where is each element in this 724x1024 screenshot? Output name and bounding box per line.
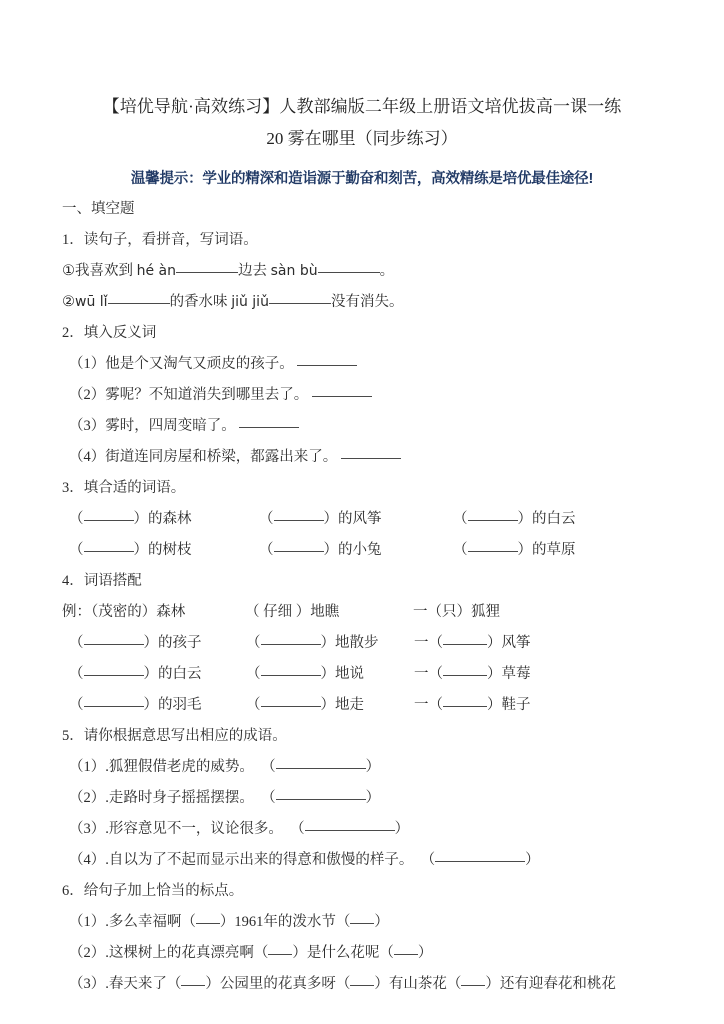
answer-blank[interactable] <box>84 551 134 552</box>
example-cell: 一（只）狐狸 <box>413 604 500 620</box>
section-heading-fill-in-blanks: 一、填空题 <box>62 201 135 217</box>
item-text-segment: 多么幸福啊（ <box>108 914 196 930</box>
answer-blank[interactable] <box>468 551 518 552</box>
answer-blank[interactable] <box>341 458 401 459</box>
example-label: 例： <box>62 604 91 620</box>
collocation-cell <box>453 504 576 535</box>
open-paren: （ <box>69 635 84 651</box>
answer-blank[interactable] <box>84 706 144 707</box>
question-4-example-row <box>62 597 662 628</box>
question-1-heading: 1．读句子，看拼音，写词语。 <box>62 232 258 248</box>
collocation-cell <box>69 659 246 690</box>
collocation-cell <box>259 504 453 535</box>
open-paren: （ <box>453 511 468 527</box>
collocation-cell <box>246 659 414 690</box>
item-number: （4） <box>69 852 106 868</box>
open-paren: （ <box>290 821 305 837</box>
pinyin-text: jiǔ jiǔ <box>231 294 269 310</box>
cell-text: ）的羽毛 <box>143 697 202 713</box>
item-marker: ① <box>62 263 75 279</box>
question-2-item <box>62 380 662 411</box>
item-number: （2） <box>69 387 106 403</box>
pinyin-text: hé àn <box>136 263 177 279</box>
answer-blank[interactable] <box>261 644 321 645</box>
cell-text: ）的森林 <box>133 511 192 527</box>
punctuation-blank[interactable] <box>196 923 220 924</box>
open-paren: （ <box>69 542 84 558</box>
question-6-item <box>62 938 662 969</box>
item-text-segment: ） <box>417 945 433 961</box>
question-2-item <box>62 442 662 473</box>
close-paren: ） <box>365 759 381 775</box>
answer-blank[interactable] <box>443 644 487 645</box>
cell-text: ）草莓 <box>487 666 531 682</box>
cell-text: ）的小兔 <box>323 542 382 558</box>
answer-blank[interactable] <box>274 520 324 521</box>
cell-text: ）地走 <box>320 697 364 713</box>
example-text: （茂密的）森林 <box>91 604 186 620</box>
question-3-row <box>62 535 662 566</box>
question-1-item-2 <box>62 287 662 318</box>
collocation-cell <box>414 659 531 690</box>
collocation-cell <box>414 690 531 721</box>
item-text-segment: ）有山茶花（ <box>374 976 462 992</box>
punctuation-blank[interactable] <box>181 985 205 986</box>
question-3-heading: 3．填合适的词语。 <box>62 480 186 496</box>
document-content <box>62 92 662 1000</box>
item-number: （2） <box>69 790 106 806</box>
answer-blank[interactable] <box>274 551 324 552</box>
cell-text: ）的孩子 <box>143 635 202 651</box>
open-paren: （ <box>246 666 261 682</box>
leader-dot: . <box>105 945 109 961</box>
cell-text: ）的树枝 <box>133 542 192 558</box>
leader-dot: . <box>105 821 109 837</box>
cell-text: ）的白云 <box>143 666 202 682</box>
answer-blank[interactable] <box>84 675 144 676</box>
open-paren: （ <box>261 790 276 806</box>
close-paren: ） <box>525 852 540 868</box>
question-6-item <box>62 969 662 1000</box>
open-paren: （ <box>246 697 261 713</box>
item-text-segment: 。 <box>379 263 395 279</box>
punctuation-blank[interactable] <box>350 985 374 986</box>
question-5-item <box>62 845 662 876</box>
leader-dot: . <box>105 790 109 806</box>
item-text-segment: 我喜欢到 <box>75 263 137 279</box>
answer-blank[interactable] <box>276 768 366 769</box>
item-text: 他是个又淘气又顽皮的孩子。 <box>105 356 294 372</box>
open-paren: （ <box>259 542 274 558</box>
open-paren: （ <box>259 511 274 527</box>
answer-blank[interactable] <box>443 706 487 707</box>
quantifier-prefix: 一（ <box>414 635 443 651</box>
item-text: 自以为了不起而显示出来的得意和傲慢的样子。 <box>108 852 414 868</box>
question-4-row <box>62 659 662 690</box>
pinyin-text: wū lǐ <box>75 294 108 310</box>
item-text-segment: ）公园里的花真多呀（ <box>205 976 351 992</box>
answer-blank[interactable] <box>305 830 395 831</box>
item-number: （1） <box>69 759 106 775</box>
item-text-segment: 的香水味 <box>169 294 232 310</box>
item-text-segment: 春天来了（ <box>108 976 182 992</box>
question-5-heading: 5．请你根据意思写出相应的成语。 <box>62 728 287 744</box>
item-marker: ② <box>62 294 75 310</box>
answer-blank[interactable] <box>312 396 372 397</box>
document-subtitle: 20 雾在哪里（同步练习） <box>266 129 458 148</box>
item-number: （1） <box>69 356 106 372</box>
close-paren: ） <box>394 821 410 837</box>
item-number: （3） <box>69 821 106 837</box>
cell-text: ）的草原 <box>517 542 576 558</box>
leader-dot: . <box>105 976 109 992</box>
cell-text: ）地说 <box>320 666 364 682</box>
open-paren: （ <box>69 666 84 682</box>
item-text: 狐狸假借老虎的威势。 <box>108 759 254 775</box>
question-2-item <box>62 349 662 380</box>
document-title: 【培优导航·高效练习】人教部编版二年级上册语文培优拔高一课一练 <box>102 97 622 116</box>
open-paren: （ <box>69 697 84 713</box>
answer-blank[interactable] <box>276 799 366 800</box>
collocation-cell <box>246 690 414 721</box>
answer-blank[interactable] <box>84 520 134 521</box>
question-4-heading: 4．词语搭配 <box>62 573 142 589</box>
question-5-item <box>62 752 662 783</box>
quantifier-prefix: 一（ <box>414 666 443 682</box>
collocation-cell <box>69 628 246 659</box>
pinyin-text: sàn bù <box>270 263 318 279</box>
answer-blank[interactable] <box>261 675 321 676</box>
answer-blank[interactable] <box>239 427 299 428</box>
leader-dot: . <box>105 914 109 930</box>
open-paren: （ <box>69 511 84 527</box>
question-5-item <box>62 783 662 814</box>
question-3-row <box>62 504 662 535</box>
collocation-cell <box>414 628 531 659</box>
item-text-segment: ）还有迎春花和桃花 <box>485 976 616 992</box>
open-paren: （ <box>261 759 276 775</box>
question-5-item <box>62 814 662 845</box>
punctuation-blank[interactable] <box>350 923 374 924</box>
question-2-heading: 2．填入反义词 <box>62 325 157 341</box>
cell-text: ）风筝 <box>487 635 531 651</box>
item-number: （3） <box>69 976 106 992</box>
answer-blank[interactable] <box>261 706 321 707</box>
leader-dot: . <box>105 852 109 868</box>
example-cell: （ 仔细 ）地瞧 <box>245 604 340 620</box>
item-text: 形容意见不一，议论很多。 <box>108 821 283 837</box>
item-number: （2） <box>69 945 106 961</box>
quantifier-prefix: 一（ <box>414 697 443 713</box>
answer-blank[interactable] <box>108 303 170 304</box>
close-paren: ） <box>365 790 381 806</box>
question-6-heading: 6．给句子加上恰当的标点。 <box>62 883 244 899</box>
item-number: （1） <box>69 914 106 930</box>
collocation-cell <box>259 535 453 566</box>
item-text-segment: 这棵树上的花真漂亮啊（ <box>108 945 269 961</box>
answer-blank[interactable] <box>297 365 357 366</box>
answer-blank[interactable] <box>176 272 238 273</box>
cell-text: ）的白云 <box>517 511 576 527</box>
item-text: 雾时，四周变暗了。 <box>105 418 236 434</box>
item-text-segment: ） <box>374 914 389 930</box>
item-text-segment: ）是什么花呢（ <box>292 945 394 961</box>
example-cell <box>62 597 245 628</box>
collocation-cell <box>69 690 246 721</box>
open-paren: （ <box>453 542 468 558</box>
item-text: 雾呢？不知道消失到哪里去了。 <box>105 387 309 403</box>
cell-text: ）的风筝 <box>323 511 382 527</box>
question-4-row <box>62 628 662 659</box>
item-text-segment: 没有消失。 <box>330 294 404 310</box>
item-text-segment: ）1961年的泼水节（ <box>219 914 351 930</box>
question-2-item <box>62 411 662 442</box>
punctuation-blank[interactable] <box>394 954 418 955</box>
cell-text: ）地散步 <box>320 635 379 651</box>
cell-text: ）鞋子 <box>487 697 531 713</box>
answer-blank[interactable] <box>269 303 331 304</box>
item-text: 街道连同房屋和桥梁，都露出来了。 <box>105 449 338 465</box>
question-6-item <box>62 907 662 938</box>
answer-blank[interactable] <box>435 861 525 862</box>
item-text-segment: 边去 <box>238 263 271 279</box>
answer-blank[interactable] <box>84 644 144 645</box>
punctuation-blank[interactable] <box>268 954 292 955</box>
answer-blank[interactable] <box>318 272 380 273</box>
question-4-row <box>62 690 662 721</box>
item-text: 走路时身子摇摇摆摆。 <box>108 790 254 806</box>
collocation-cell <box>69 504 259 535</box>
leader-dot: . <box>105 759 109 775</box>
question-1-item-1 <box>62 256 662 287</box>
collocation-cell <box>69 535 259 566</box>
open-paren: （ <box>420 852 436 868</box>
item-number: （4） <box>69 449 106 465</box>
collocation-cell <box>453 535 576 566</box>
punctuation-blank[interactable] <box>461 985 485 986</box>
open-paren: （ <box>246 635 261 651</box>
collocation-cell <box>246 628 414 659</box>
item-number: （3） <box>69 418 106 434</box>
tip-banner: 温馨提示：学业的精深和造诣源于勤奋和刻苦，高效精练是培优最佳途径! <box>130 171 594 187</box>
answer-blank[interactable] <box>468 520 518 521</box>
answer-blank[interactable] <box>443 675 487 676</box>
